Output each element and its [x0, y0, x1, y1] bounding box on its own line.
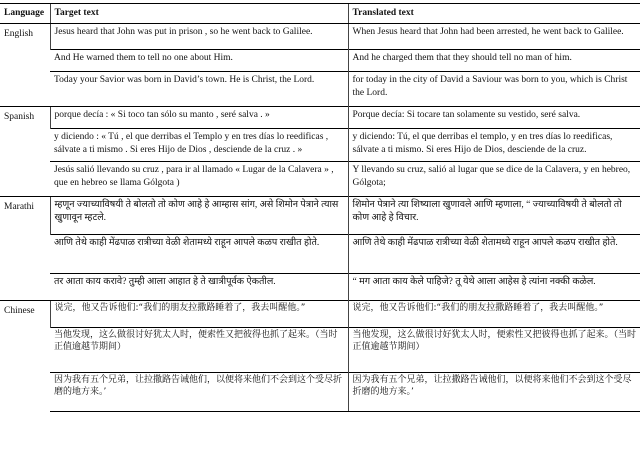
translated-cell: for today in the city of David a Saviour was born to you, which is Christ the Lord. — [348, 72, 640, 107]
table-row — [0, 129, 640, 162]
target-cell: 因为我有五个兄弟，让拉撒路告诫他们，以便将来他们不会到这个受尽折磨的地方来。’ — [50, 373, 348, 412]
language-cell-marathi: Marathi — [0, 197, 50, 301]
target-cell: Jesus heard that John was put in prison , so he went back to Galilee. — [50, 24, 348, 50]
target-cell: 当他发现，这么做很讨好犹太人时，便索性又把彼得也抓了起来。（当时正值逾越节期间） — [50, 328, 348, 373]
header-translated-text: Translated text — [348, 4, 640, 24]
target-cell: Jesús salió llevando su cruz , para ir al llamado « Lugar de la Calavera » , que en hebreo se llama Gólgota ) — [50, 162, 348, 197]
header-row — [0, 4, 640, 24]
translated-cell: And he charged them that they should tell no man of him. — [348, 50, 640, 72]
translated-cell: 因为我有五个兄弟，让拉撒路告诫他们，以便将来他们不会到这个受尽折磨的地方来。’ — [348, 373, 640, 412]
table-row — [0, 50, 640, 72]
target-cell: porque decía : « Si toco tan sólo su manto , seré salva . » — [50, 107, 348, 129]
table-row — [0, 274, 640, 301]
translated-cell: Y llevando su cruz, salió al lugar que se dice de la Calavera, y en hebreo, Gólgota; — [348, 162, 640, 197]
table-row — [0, 107, 640, 129]
translated-cell: y diciendo: Tú, el que derribas el templo, y en tres días lo reedificas, sálvate a ti mismo. Si eres Hijo de Dios, desciende de la cruz. — [348, 129, 640, 162]
language-cell-chinese: Chinese — [0, 301, 50, 412]
table-row — [0, 24, 640, 50]
translated-cell: 当他发现，这么做很讨好犹太人时，便索性又把彼得也抓了起来。（当时正值逾越节期间） — [348, 328, 640, 373]
translation-table — [0, 3, 640, 412]
target-cell: म्हणून ज्याच्याविषयी ते बोलतो तो कोण आहे हे आम्हास सांग, असे शिमोन पेत्राने त्यास खुणावून म्हटले. — [50, 197, 348, 235]
translated-cell: “ मग आता काय केले पाहिजे? तू येथे आला आहेस हे त्यांना नक्की कळेल. — [348, 274, 640, 301]
translated-cell: शिमोन पेत्राने त्या शिष्याला खुणावले आणि म्हणाला, “ ज्याच्याविषयी ते बोलतो तो कोण आहे हे विचार. — [348, 197, 640, 235]
translated-cell: When Jesus heard that John had been arrested, he went back to Galilee. — [348, 24, 640, 50]
table-row — [0, 72, 640, 107]
table-row — [0, 373, 640, 412]
target-cell: 说完，他又告诉他们:“我们的朋友拉撒路睡着了，我去叫醒他。” — [50, 301, 348, 328]
translated-cell: Porque decía: Si tocare tan solamente su vestido, seré salva. — [348, 107, 640, 129]
target-cell: आणि तेथे काही मेंढपाळ रात्रीच्या वेळी शेतामध्ये राहून आपले कळप राखीत होते. — [50, 235, 348, 274]
table-row — [0, 197, 640, 235]
header-target-text: Target text — [50, 4, 348, 24]
target-cell: Today your Savior was born in David’s town. He is Christ, the Lord. — [50, 72, 348, 107]
table-row — [0, 235, 640, 274]
target-cell: तर आता काय करावे? तुम्ही आला आहात हे ते खात्रीपूर्वक ऐकतील. — [50, 274, 348, 301]
target-cell: And He warned them to tell no one about Him. — [50, 50, 348, 72]
table-row — [0, 301, 640, 328]
translated-cell: 说完，他又告诉他们:“我们的朋友拉撒路睡着了，我去叫醒他。” — [348, 301, 640, 328]
translated-cell: आणि तेथे काही मेंढपाळ रात्रीच्या वेळी शेतामध्ये राहून आपले कळप राखीत होते. — [348, 235, 640, 274]
target-cell: y diciendo : « Tú , el que derribas el Templo y en tres días lo reedificas , sálvate a ti mismo . Si eres Hijo de Dios , desciende de la cruz . » — [50, 129, 348, 162]
table-row — [0, 162, 640, 197]
language-cell-english: English — [0, 24, 50, 107]
header-language: Language — [0, 4, 50, 24]
language-cell-spanish: Spanish — [0, 107, 50, 197]
table-row — [0, 328, 640, 373]
